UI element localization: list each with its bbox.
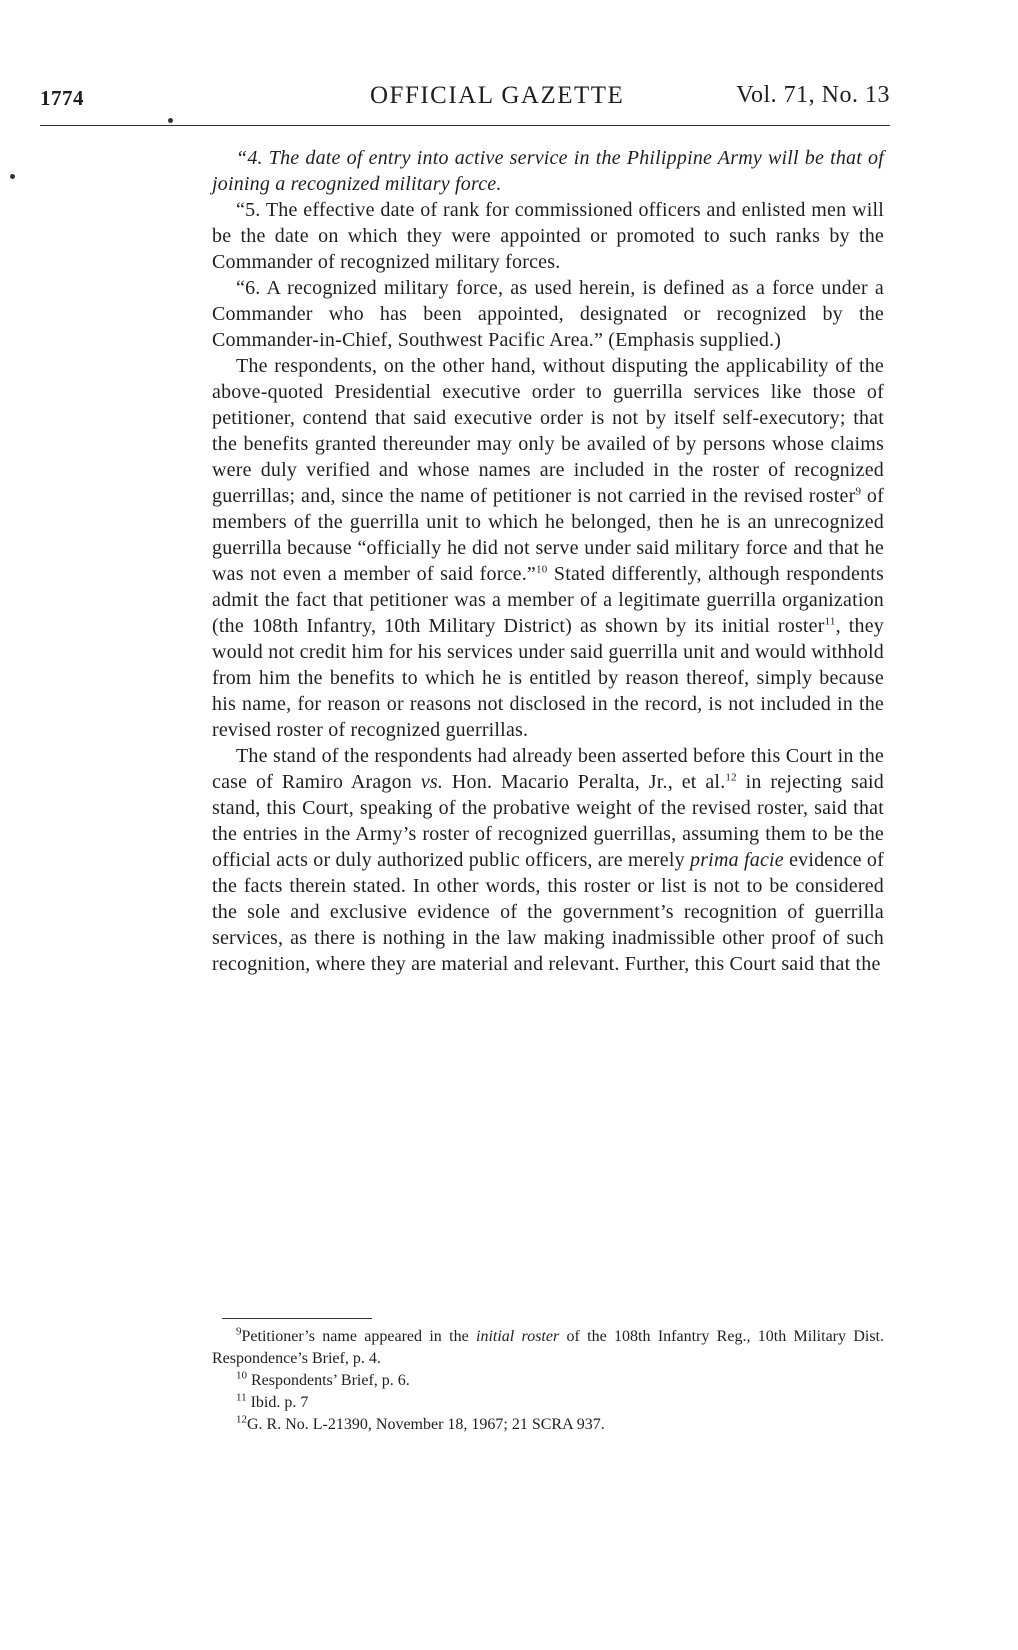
page-number: 1774 [40, 86, 84, 110]
court-text-b: Hon. Macario Peralta, Jr., et al. [443, 771, 726, 793]
court-text-c: in rejecting said stand, this Court, speaking of the probative weight of the revised roster, said that the entries in the Army’s roster of recognized guerrillas, assuming them to be the official acts or duly authorized public officers, are merely [212, 771, 885, 871]
volume-info: Vol. 71, No. 13 [736, 82, 890, 108]
court-text-a: The stand of the respondents had already been asserted before this Court in the case of Ramiro Aragon [212, 745, 884, 793]
footnote-9-text-a: Petitioner’s name appeared in the [241, 1328, 476, 1345]
body-text [212, 145, 884, 977]
footnote-rule [222, 1318, 372, 1319]
page-header [40, 82, 890, 118]
footnote-9 [212, 1326, 884, 1370]
footnote-ref-12: 12 [725, 771, 737, 784]
margin-dot [10, 174, 15, 179]
header-rule [40, 125, 890, 126]
footnote-11-text: Ibid. p. 7 [246, 1394, 309, 1411]
footnote-11 [212, 1392, 884, 1414]
versus-abbrev: vs. [420, 771, 444, 793]
prima-facie-term: prima facie [690, 849, 784, 871]
header-rule-dot [168, 118, 173, 123]
footnote-10-mark: 10 [236, 1369, 247, 1382]
footnote-9-text-b: of the 108th Infantry Reg., 10th Military Dist. Respondence’s Brief, p. 4. [212, 1328, 884, 1367]
footnote-9-italic: initial roster [476, 1328, 560, 1345]
footnote-12 [212, 1414, 884, 1436]
footnote-ref-10: 10 [536, 563, 548, 576]
respondents-text-d: , they would not credit him for his services under said guerrilla unit and would withhold from him the benefits to which he is entitled by reason thereof, simply because his name, for reason or reasons not disclosed in the record, is not included in the revised roster of recognized guerrillas. [212, 615, 884, 741]
footnote-ref-9: 9 [855, 485, 862, 498]
respondents-text-a: The respondents, on the other hand, without disputing the applicability of the above-quoted Presidential executive order to guerrilla services like those of petitioner, contend that said executive order is not by itself self-executory; that the benefits granted thereunder may only be availed of by persons whose claims were duly verified and whose names are included in the roster of recognized guerrillas; and, since the name of petitioner is not carried in the revised roster [212, 355, 884, 507]
court-stand-paragraph [212, 743, 884, 977]
footnote-9-mark: 9 [236, 1325, 242, 1338]
quoted-paragraph-6: “6. A recognized military force, as used herein, is defined as a force under a Commander who has been appointed, designated or recognized by the Commander-in-Chief, Southwest Pacific Area.” (Emphasis supplied.) [212, 277, 884, 351]
footnote-12-text: G. R. No. L-21390, November 18, 1967; 21 SCRA 937. [247, 1416, 605, 1433]
quoted-paragraph-5: “5. The effective date of rank for commissioned officers and enlisted men will be the date on which they were appointed or promoted to such ranks by the Commander of recognized military forces. [212, 199, 884, 273]
quoted-paragraph-4: “4. The date of entry into active service in the Philippine Army will be that of joining a recognized military force. [212, 147, 884, 195]
footnote-ref-11: 11 [824, 615, 836, 628]
footnote-10-text: Respondents’ Brief, p. 6. [247, 1372, 410, 1389]
respondents-paragraph [212, 353, 884, 743]
footnotes [212, 1326, 884, 1436]
footnote-11-mark: 11 [236, 1391, 247, 1404]
journal-title: OFFICIAL GAZETTE [370, 82, 625, 109]
court-text-d: evidence of the facts therein stated. In other words, this roster or list is not to be considered the sole and exclusive evidence of the government’s recognition of guerrilla services, as there is nothing in the law making inadmissible other proof of such recognition, where they are material and relevant. Further, this Court said that the [212, 849, 884, 975]
footnote-10 [212, 1370, 884, 1392]
respondents-text-c: Stated differently, although respondents admit the fact that petitioner was a member of a legitimate guerrilla organization (the 108th Infantry, 10th Military District) as shown by its initial roster [212, 563, 885, 637]
footnote-12-mark: 12 [236, 1413, 247, 1426]
respondents-text-b: of members of the guerrilla unit to which he belonged, then he is an unrecognized guerrilla because “officially he did not serve under said military force and that he was not even a member of said force.” [212, 485, 884, 585]
